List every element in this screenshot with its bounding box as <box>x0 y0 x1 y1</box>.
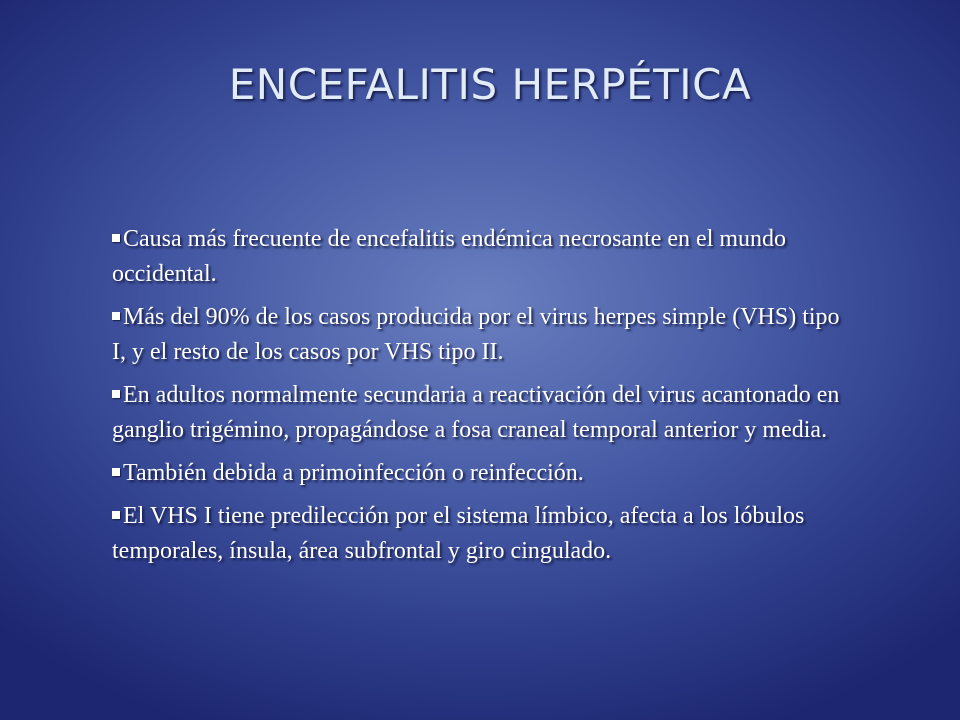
bullet-text: También debida a primoinfección o reinfección. <box>123 460 584 486</box>
bullet-item <box>112 222 857 292</box>
square-bullet-icon <box>112 234 120 242</box>
square-bullet-icon <box>112 312 120 320</box>
square-bullet-icon <box>112 390 120 398</box>
bullet-item <box>112 499 857 569</box>
bullet-list <box>112 222 857 577</box>
square-bullet-icon <box>112 511 120 519</box>
bullet-text: Más del 90% de los casos producida por el virus herpes simple (VHS) tipo I, y el resto de los casos por VHS tipo II. <box>112 304 840 365</box>
slide-title: ENCEFALITIS HERPÉTICA <box>228 60 752 109</box>
bullet-item <box>112 456 857 491</box>
bullet-text: En adultos normalmente secundaria a reactivación del virus acantonado en ganglio trigémino, propagándose a fosa craneal temporal anterior y media. <box>112 382 840 443</box>
bullet-item <box>112 300 857 370</box>
square-bullet-icon <box>112 468 120 476</box>
bullet-text: El VHS I tiene predilección por el sistema límbico, afecta a los lóbulos temporales, ínsula, área subfrontal y giro cingulado. <box>112 503 805 564</box>
bullet-item <box>112 378 857 448</box>
bullet-text: Causa más frecuente de encefalitis endémica necrosante en el mundo occidental. <box>112 226 787 287</box>
